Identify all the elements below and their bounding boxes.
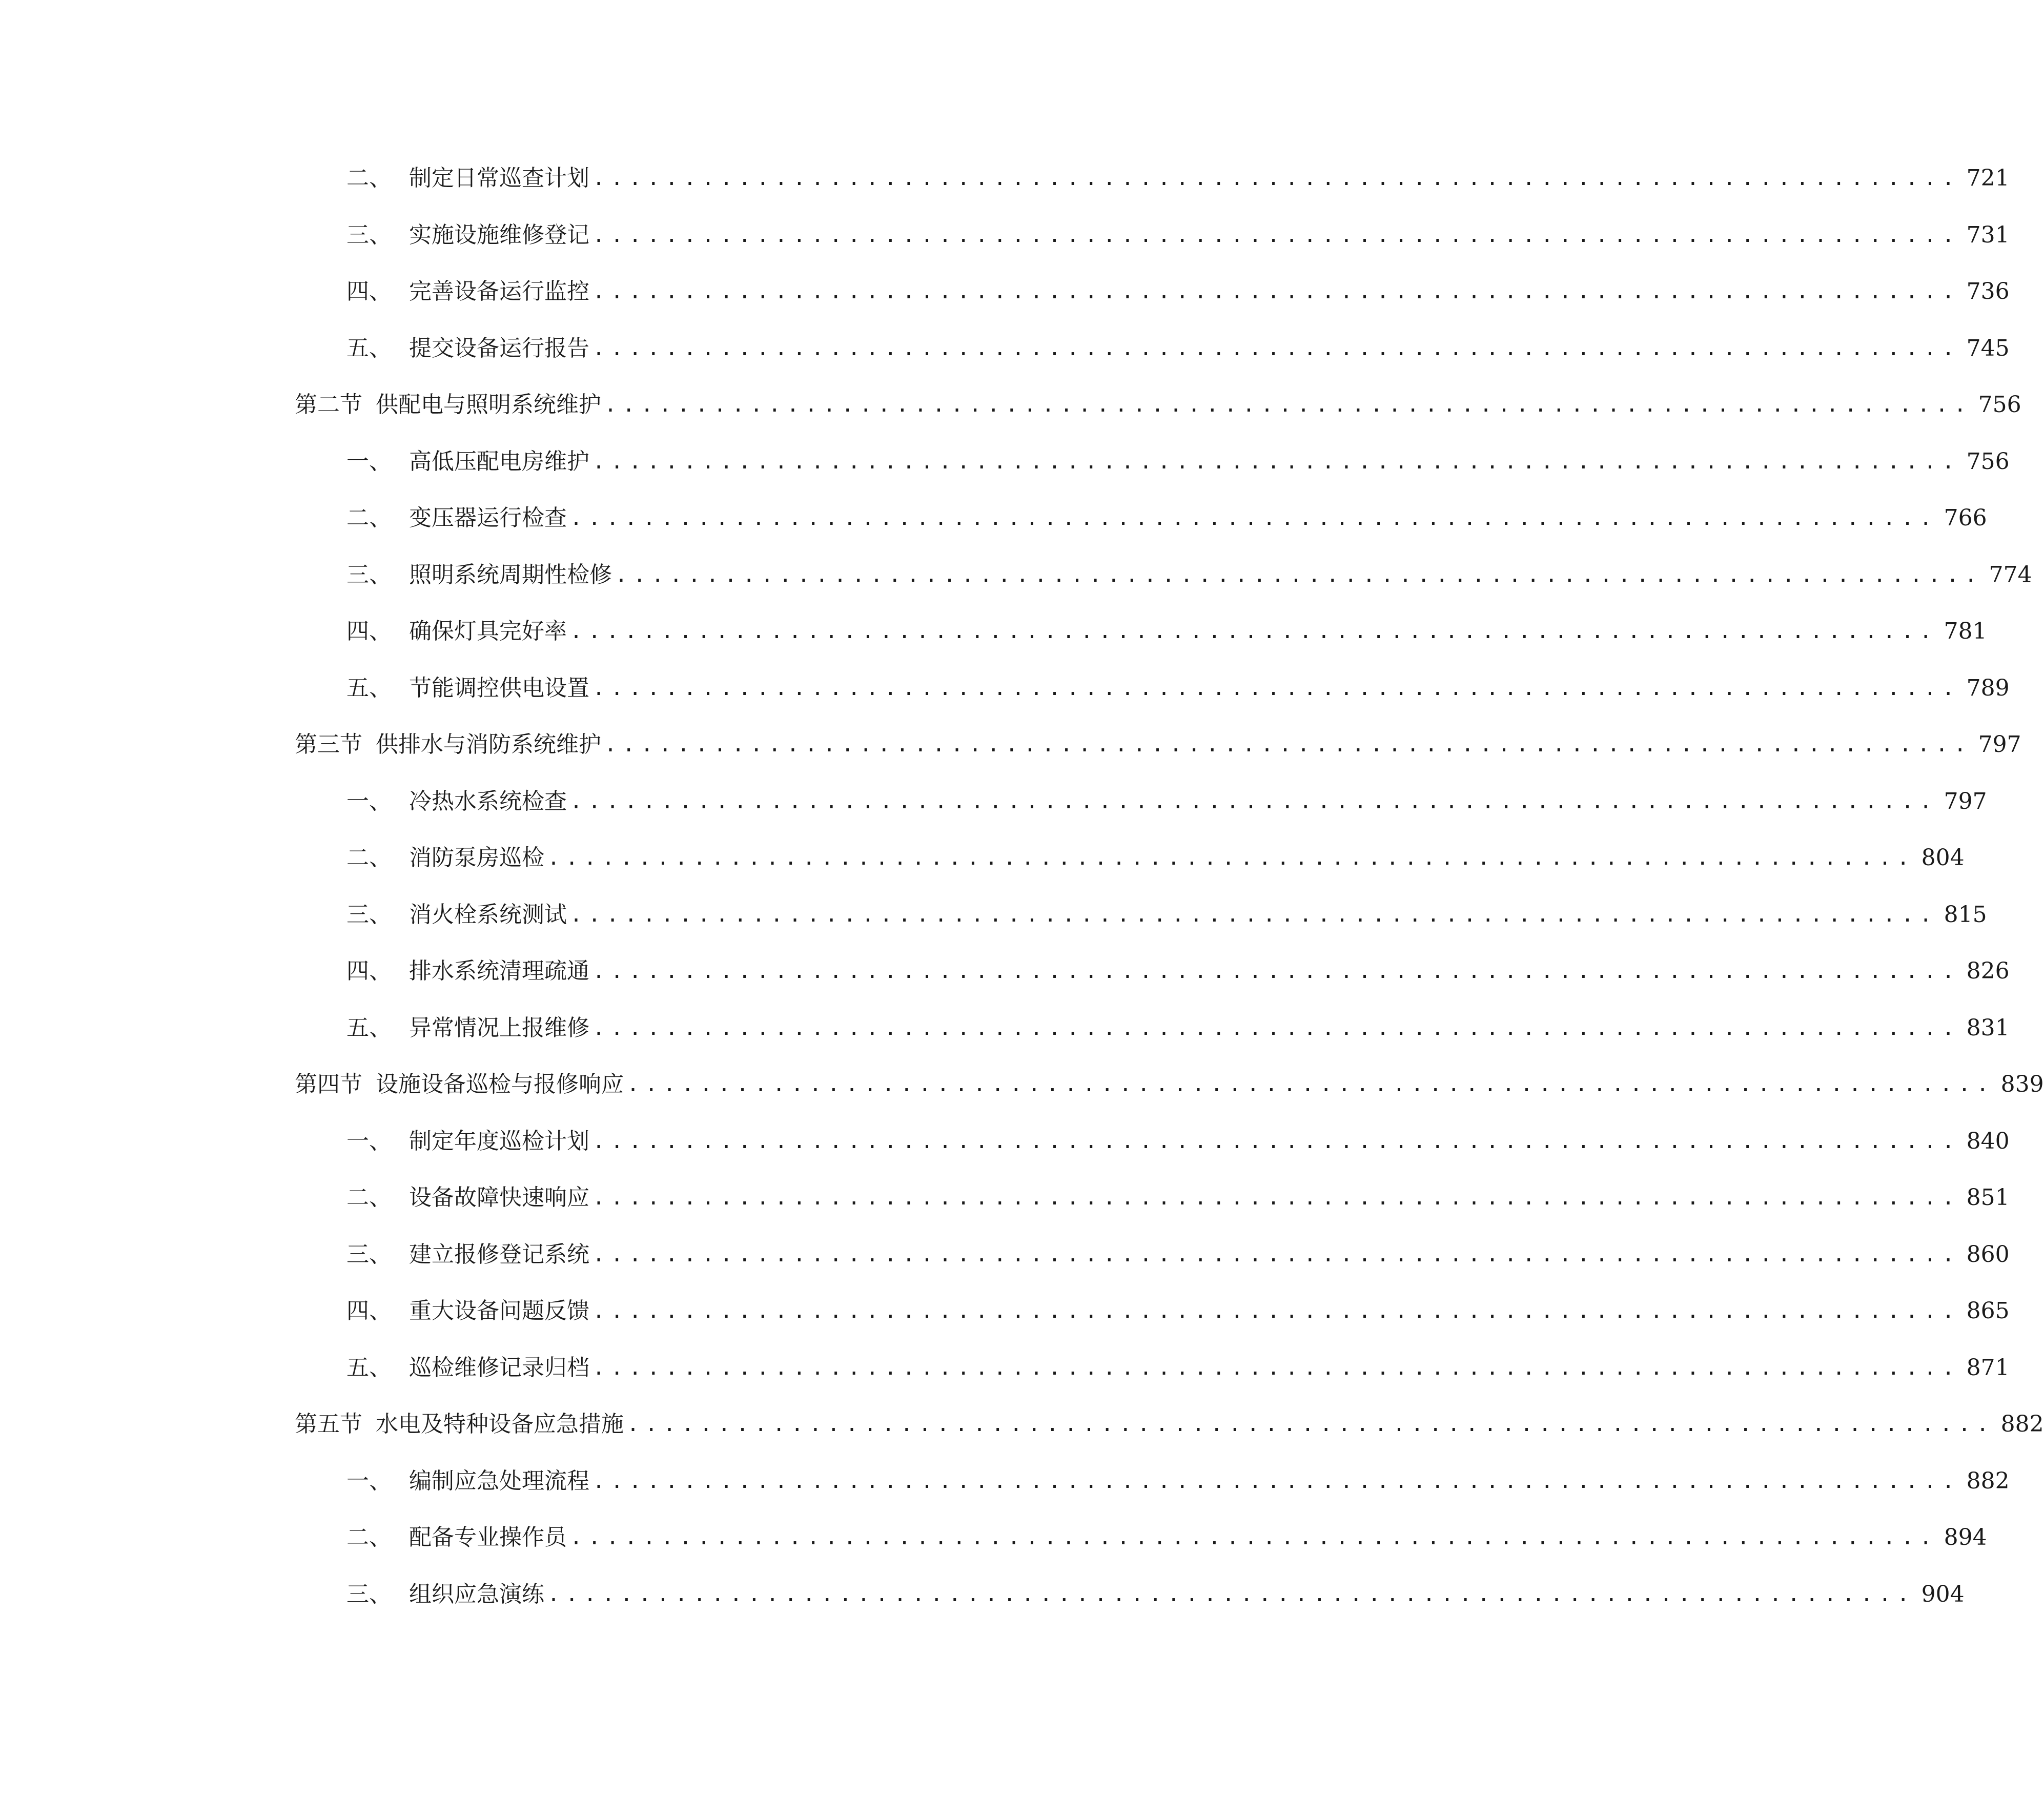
toc-entry-title: 配备专业操作员: [409, 1524, 567, 1550]
toc-item-row[interactable]: [346, 215, 2010, 256]
toc-item-row[interactable]: [346, 328, 2010, 369]
toc-dot-leader: ...........................................................................: [547, 846, 1915, 870]
toc-entry-title: 异常情况上报维修: [409, 1015, 589, 1041]
toc-entry-title: 高低压配电房维护: [409, 448, 589, 475]
toc-dot-leader: ...........................................................................: [592, 337, 1960, 360]
toc-entry-title: 制定年度巡检计划: [409, 1128, 589, 1154]
toc-dot-leader: ...........................................................................: [570, 790, 1938, 813]
toc-entry-title: 提交设备运行报告: [409, 335, 589, 361]
toc-entry-title: 供排水与消防系统维护: [376, 731, 601, 758]
toc-section-label: 第二节: [295, 392, 362, 418]
toc-page-number: 840: [1966, 1128, 2010, 1154]
toc-dot-leader: ...........................................................................: [592, 677, 1960, 700]
toc-page-number: 871: [1966, 1355, 2010, 1381]
toc-page-number: 839: [2000, 1071, 2044, 1097]
toc-item-number: 三、: [346, 1241, 392, 1268]
toc-section-row[interactable]: [295, 384, 2021, 425]
toc-item-row[interactable]: [346, 1121, 2010, 1162]
toc-section-label: 第五节: [295, 1411, 362, 1437]
toc-item-number: 三、: [346, 222, 392, 248]
toc-entry-title: 确保灯具完好率: [409, 618, 567, 644]
toc-item-row[interactable]: [346, 1291, 2010, 1332]
toc-page-number: 766: [1944, 505, 1987, 531]
toc-item-row[interactable]: [346, 441, 2010, 482]
toc-page-number: 882: [2000, 1411, 2044, 1437]
toc-item-row[interactable]: [346, 1177, 2010, 1218]
toc-item-number: 二、: [346, 1184, 392, 1211]
toc-entry-title: 照明系统周期性检修: [409, 562, 612, 588]
toc-page-number: 731: [1966, 222, 2010, 248]
toc-item-row[interactable]: [346, 555, 2032, 596]
toc-dot-leader: ...........................................................................: [604, 393, 1972, 417]
toc-item-row[interactable]: [346, 1347, 2010, 1388]
toc-entry-title: 设备故障快速响应: [409, 1184, 589, 1211]
toc-page-number: 851: [1966, 1184, 2010, 1211]
toc-dot-leader: ...........................................................................: [592, 1299, 1960, 1323]
toc-item-row[interactable]: [346, 1008, 2010, 1049]
toc-page-number: 721: [1966, 165, 2010, 191]
toc-entry-title: 建立报修登记系统: [409, 1241, 589, 1268]
toc-item-row[interactable]: [346, 894, 1987, 935]
toc-page-number: 865: [1966, 1298, 2010, 1324]
toc-item-number: 四、: [346, 958, 392, 984]
toc-page-number: 804: [1921, 845, 1965, 871]
toc-item-row[interactable]: [346, 668, 2010, 709]
toc-entry-title: 编制应急处理流程: [409, 1468, 589, 1494]
toc-entry-title: 供配电与照明系统维护: [376, 392, 601, 418]
toc-item-number: 五、: [346, 335, 392, 361]
toc-item-row[interactable]: [346, 158, 2010, 199]
toc-page-number: 894: [1944, 1524, 1987, 1550]
toc-dot-leader: ...........................................................................: [592, 450, 1960, 474]
toc-entry-title: 消防泵房巡检: [409, 845, 544, 871]
toc-item-number: 一、: [346, 1128, 392, 1154]
toc-section-row[interactable]: [295, 1064, 2044, 1105]
toc-entry-title: 实施设施维修登记: [409, 222, 589, 248]
toc-entry-title: 水电及特种设备应急措施: [376, 1411, 624, 1437]
toc-item-number: 三、: [346, 1581, 392, 1607]
toc-item-number: 五、: [346, 675, 392, 701]
toc-dot-leader: ...........................................................................: [592, 1469, 1960, 1493]
toc-dot-leader: ...........................................................................: [615, 563, 1983, 587]
toc-page-number: 745: [1966, 335, 2010, 361]
toc-item-row[interactable]: [346, 611, 1987, 652]
toc-item-number: 二、: [346, 505, 392, 531]
toc-item-number: 三、: [346, 902, 392, 928]
toc-dot-leader: ...........................................................................: [570, 620, 1938, 643]
toc-entry-title: 冷热水系统检查: [409, 788, 567, 814]
toc-item-number: 五、: [346, 1015, 392, 1041]
toc-item-row[interactable]: [346, 1461, 2010, 1502]
toc-item-row[interactable]: [346, 271, 2010, 312]
toc-dot-leader: ...........................................................................: [592, 1186, 1960, 1210]
toc-page-number: 781: [1944, 618, 1987, 644]
toc-dot-leader: ...........................................................................: [592, 959, 1960, 983]
toc-page-number: 756: [1978, 392, 2021, 418]
toc-page-number: 736: [1966, 278, 2010, 304]
toc-item-number: 四、: [346, 618, 392, 644]
toc-entry-title: 设施设备巡检与报修响应: [376, 1071, 624, 1097]
toc-entry-title: 完善设备运行监控: [409, 278, 589, 304]
toc-dot-leader: ...........................................................................: [627, 1413, 1995, 1436]
toc-page-number: 904: [1921, 1581, 1965, 1607]
toc-item-number: 一、: [346, 1468, 392, 1494]
toc-dot-leader: ...........................................................................: [547, 1583, 1915, 1606]
toc-section-row[interactable]: [295, 724, 2021, 765]
toc-item-row[interactable]: [346, 1517, 1987, 1558]
toc-section-row[interactable]: [295, 1404, 2044, 1445]
toc-page-number: 882: [1966, 1468, 2010, 1494]
toc-item-number: 二、: [346, 165, 392, 191]
toc-entry-title: 组织应急演练: [409, 1581, 544, 1607]
toc-entry-title: 制定日常巡查计划: [409, 165, 589, 191]
toc-page-number: 756: [1966, 448, 2010, 475]
toc-page-number: 831: [1966, 1015, 2010, 1041]
toc-item-row[interactable]: [346, 837, 1965, 878]
toc-dot-leader: ...........................................................................: [570, 506, 1938, 530]
toc-dot-leader: ...........................................................................: [570, 903, 1938, 927]
toc-item-row[interactable]: [346, 1574, 1965, 1615]
toc-entry-title: 排水系统清理疏通: [409, 958, 589, 984]
toc-dot-leader: ...........................................................................: [592, 1130, 1960, 1153]
toc-item-row[interactable]: [346, 951, 2010, 992]
toc-page-number: 797: [1978, 731, 2021, 758]
toc-item-number: 一、: [346, 788, 392, 814]
toc-page-number: 789: [1966, 675, 2010, 701]
toc-item-row[interactable]: [346, 498, 1987, 539]
toc-item-number: 一、: [346, 448, 392, 475]
toc-section-label: 第四节: [295, 1071, 362, 1097]
toc-item-number: 二、: [346, 845, 392, 871]
toc-entry-title: 消火栓系统测试: [409, 902, 567, 928]
toc-dot-leader: ...........................................................................: [592, 1243, 1960, 1266]
toc-entry-title: 巡检维修记录归档: [409, 1355, 589, 1381]
toc-item-number: 四、: [346, 1298, 392, 1324]
toc-item-row[interactable]: [346, 1234, 2010, 1275]
toc-item-number: 三、: [346, 562, 392, 588]
toc-entry-title: 重大设备问题反馈: [409, 1298, 589, 1324]
toc-section-label: 第三节: [295, 731, 362, 758]
toc-item-number: 二、: [346, 1524, 392, 1550]
toc-entry-title: 变压器运行检查: [409, 505, 567, 531]
toc-item-number: 四、: [346, 278, 392, 304]
toc-dot-leader: ...........................................................................: [592, 223, 1960, 247]
toc-dot-leader: ...........................................................................: [592, 167, 1960, 190]
toc-page-number: 860: [1966, 1241, 2010, 1268]
toc-dot-leader: ...........................................................................: [592, 1356, 1960, 1380]
toc-page-number: 797: [1944, 788, 1987, 814]
toc-item-number: 五、: [346, 1355, 392, 1381]
toc-page-number: 826: [1966, 958, 2010, 984]
toc-page-number: 815: [1944, 902, 1987, 928]
toc-item-row[interactable]: [346, 781, 1987, 822]
toc-entry-title: 节能调控供电设置: [409, 675, 589, 701]
toc-dot-leader: ...........................................................................: [627, 1073, 1995, 1096]
toc-dot-leader: ...........................................................................: [592, 280, 1960, 303]
toc-dot-leader: ...........................................................................: [604, 733, 1972, 757]
toc-dot-leader: ...........................................................................: [570, 1526, 1938, 1549]
toc-dot-leader: ...........................................................................: [592, 1016, 1960, 1040]
toc-page-number: 774: [1989, 562, 2032, 588]
